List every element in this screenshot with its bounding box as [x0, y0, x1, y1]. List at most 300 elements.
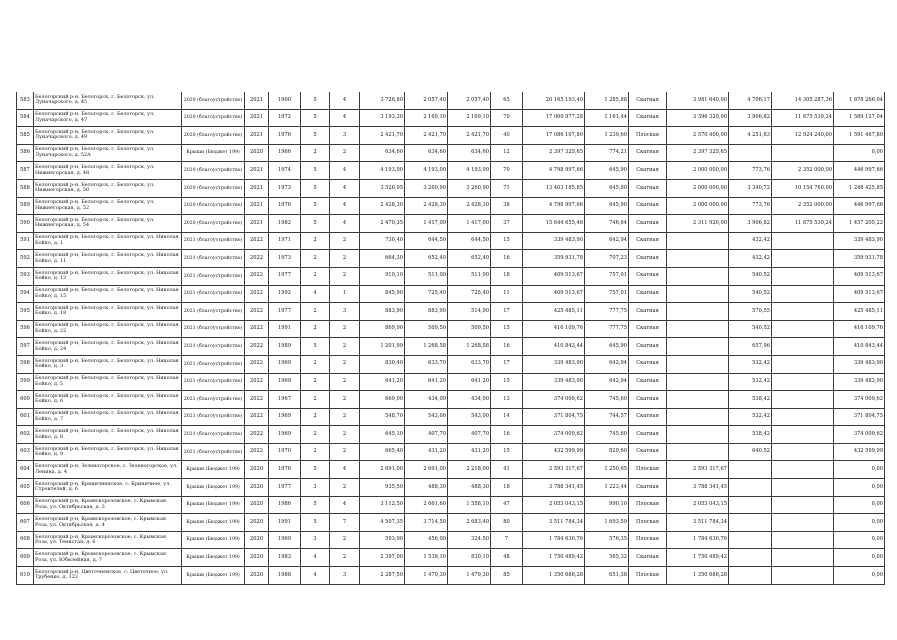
cell-row-number: 610 [17, 567, 34, 585]
cell-total-area: 845,90 [360, 285, 405, 303]
cell-row-number: 597 [17, 338, 34, 356]
cell-total-area: 883,90 [360, 303, 405, 321]
cell-roof-cost [667, 373, 729, 391]
cell-program: 2021 (благоустройство) [182, 250, 245, 268]
cell-facade-cost: 2 352 000,00 [772, 197, 834, 215]
cell-entrances: 2 [330, 531, 360, 549]
cell-program: 2020 (благоустройство) [182, 162, 245, 180]
cell-living-area: 883,90 [405, 303, 448, 321]
table-row [17, 479, 885, 497]
cell-living-area: 2 057,40 [405, 92, 448, 109]
cell-total-cost: 416 109,76 [523, 320, 585, 338]
cell-floors: 2 [301, 320, 330, 338]
cell-facade-unit-cost: 540,52 [729, 267, 772, 285]
cell-residential-area: 514,90 [448, 303, 491, 321]
cell-address: Белогорский р-н, Белогорск, г. Белогорск, ул. Николая Бойко, д. 15 [34, 285, 182, 303]
cell-row-number: 605 [17, 479, 34, 497]
cell-roof-cost: 1 784 630,76 [667, 531, 729, 549]
cell-unit-cost: 757,01 [585, 285, 629, 303]
cell-total-cost: 339 483,90 [523, 373, 585, 391]
cell-total-area: 910,10 [360, 267, 405, 285]
cell-roof-type: Плоская [629, 127, 667, 145]
cell-living-area: 2 169,10 [405, 109, 448, 127]
cell-residential-area: 3 260,90 [448, 179, 491, 197]
cell-row-number: 595 [17, 303, 34, 321]
cell-entrances: 2 [330, 408, 360, 426]
cell-facade-cost [772, 320, 834, 338]
cell-total-area: 634,60 [360, 144, 405, 162]
cell-total-area: 3 726,80 [360, 92, 405, 109]
cell-address: Белогорский р-н, Белогорск, г. Белогорск, ул. Николая Бойко, д. 1 [34, 232, 182, 250]
cell-unit-cost: 576,35 [585, 531, 629, 549]
cell-floors: 5 [301, 338, 330, 356]
cell-unit-cost: 1 693,59 [585, 514, 629, 532]
cell-facade-unit-cost: 538,42 [729, 426, 772, 444]
cell-roof-cost [667, 267, 729, 285]
cell-living-area: 2 691,00 [405, 461, 448, 479]
cell-row-number: 592 [17, 250, 34, 268]
cell-residential-area: 652,40 [448, 250, 491, 268]
cell-total-cost: 13 403 185,85 [523, 179, 585, 197]
cell-plan-year: 2022 [245, 373, 269, 391]
cell-living-area: 652,40 [405, 250, 448, 268]
cell-total-area: 2 397,00 [360, 549, 405, 567]
cell-address: Белогорский р-н, Белогорск, г. Белогорск, ул. Николая Бойко, д. 5 [34, 373, 182, 391]
cell-unit-cost: 1 239,60 [585, 127, 629, 145]
cell-address: Белогорский р-н, Белогорск, г. Белогорск, ул. Николая Бойко, д. 24 [34, 338, 182, 356]
cell-other-cost: 0,00 [834, 549, 885, 567]
cell-floors: 2 [301, 443, 330, 461]
cell-build-year: 1966 [269, 144, 301, 162]
cell-total-area: 2 421,70 [360, 127, 405, 145]
cell-program: 2021 (благоустройство) [182, 267, 245, 285]
cell-living-area: 4 193,00 [405, 162, 448, 180]
cell-total-area: 2 287,50 [360, 567, 405, 585]
cell-unit-cost: 645,90 [585, 197, 629, 215]
table-row [17, 531, 885, 549]
cell-program: 2021 (благоустройство) [182, 303, 245, 321]
cell-row-number: 603 [17, 443, 34, 461]
cell-roof-cost: 3 511 784,34 [667, 514, 729, 532]
cell-total-cost: 2 593 317,67 [523, 461, 585, 479]
cell-residential-area: 2 218,00 [448, 461, 491, 479]
cell-residential-area: 324,50 [448, 531, 491, 549]
cell-residential-area: 641,20 [448, 373, 491, 391]
cell-entrances: 2 [330, 232, 360, 250]
cell-facade-cost: 12 924 240,00 [772, 127, 834, 145]
cell-program: Крыши (Бюджет 199) [182, 531, 245, 549]
cell-plan-year: 2021 [245, 109, 269, 127]
table-row [17, 496, 885, 514]
cell-build-year: 1983 [269, 549, 301, 567]
cell-program: 2021 (благоустройство) [182, 426, 245, 444]
cell-unit-cost: 642,94 [585, 232, 629, 250]
cell-build-year: 1969 [269, 408, 301, 426]
cell-address: Белогорский р-н, Цветочненское, с. Цветочное, ул. Трубенко, д. 122 [34, 567, 182, 585]
cell-address: Белогорский р-н, Белогорск, г. Белогорск, ул. Николая Бойко, д. 9 [34, 443, 182, 461]
cell-plan-year: 2022 [245, 355, 269, 373]
cell-residents: 15 [491, 373, 523, 391]
cell-entrances: 2 [330, 391, 360, 409]
cell-other-cost: 0,00 [834, 514, 885, 532]
cell-address: Белогорский р-н, Белогорск, г. Белогорск, ул. Луначарского, д. 49 [34, 127, 182, 145]
cell-roof-type: Скатная [629, 320, 667, 338]
cell-plan-year: 2020 [245, 479, 269, 497]
cell-program: 2021 (благоустройство) [182, 232, 245, 250]
register-table-wrapper [16, 92, 884, 585]
cell-other-cost: 1 878 266,04 [834, 92, 885, 109]
cell-address: Белогорский р-н, Крымскорозовское, с. Крымская Роза, ул. Юбилейная, д. 7 [34, 549, 182, 567]
table-row [17, 461, 885, 479]
cell-unit-cost: 829,60 [585, 443, 629, 461]
cell-total-area: 4 507,35 [360, 514, 405, 532]
cell-total-cost: 432 599,99 [523, 443, 585, 461]
cell-facade-unit-cost: 432,42 [729, 250, 772, 268]
cell-facade-unit-cost [729, 496, 772, 514]
cell-residential-area: 830,10 [448, 549, 491, 567]
cell-entrances: 4 [330, 109, 360, 127]
cell-total-cost: 1 750 489,42 [523, 549, 585, 567]
cell-address: Белогорский р-н, Крымскорозовское, с. Крымская Роза, ул. Октябрьская, д. 4 [34, 514, 182, 532]
cell-roof-type: Скатная [629, 250, 667, 268]
cell-entrances: 4 [330, 197, 360, 215]
cell-floors: 5 [301, 162, 330, 180]
cell-plan-year: 2022 [245, 338, 269, 356]
cell-facade-unit-cost [729, 531, 772, 549]
table-row [17, 391, 885, 409]
cell-facade-unit-cost: 532,42 [729, 373, 772, 391]
table-row [17, 443, 885, 461]
cell-build-year: 1976 [269, 197, 301, 215]
cell-roof-cost: 2 000 000,00 [667, 197, 729, 215]
cell-residential-area: 644,50 [448, 232, 491, 250]
table-row [17, 320, 885, 338]
cell-roof-type: Скатная [629, 426, 667, 444]
cell-residential-area: 2 428,30 [448, 197, 491, 215]
table-row [17, 232, 885, 250]
cell-living-area: 1 479,30 [405, 567, 448, 585]
table-row [17, 408, 885, 426]
cell-other-cost: 1 591 467,80 [834, 127, 885, 145]
cell-facade-unit-cost: 640,52 [729, 443, 772, 461]
cell-other-cost: 0,00 [834, 496, 885, 514]
cell-plan-year: 2021 [245, 197, 269, 215]
cell-address: Белогорский р-н, Белогорск, г. Белогорск, ул. Николая Бойко, д. 3 [34, 355, 182, 373]
cell-entrances: 2 [330, 443, 360, 461]
cell-program: Крыши (Бюджет 199) [182, 549, 245, 567]
cell-roof-type: Скатная [629, 408, 667, 426]
cell-unit-cost: 707,23 [585, 250, 629, 268]
cell-residents: 40 [491, 127, 523, 145]
cell-residents: 70 [491, 162, 523, 180]
register-table [16, 92, 885, 585]
cell-floors: 5 [301, 215, 330, 233]
cell-roof-cost: 1 350 686,28 [667, 567, 729, 585]
cell-entrances: 1 [330, 285, 360, 303]
cell-other-cost: 409 513,67 [834, 267, 885, 285]
cell-other-cost: 1 248 425,85 [834, 179, 885, 197]
cell-address: Белогорский р-н, Белогорск, г. Белогорск, ул. Луначарского, д. 45 [34, 92, 182, 109]
cell-program: Крыши (Бюджет 199) [182, 567, 245, 585]
cell-other-cost: 425 485,11 [834, 303, 885, 321]
cell-program: Крыши (Бюджет 199) [182, 144, 245, 162]
cell-facade-unit-cost: 538,42 [729, 391, 772, 409]
cell-facade-cost [772, 285, 834, 303]
table-row [17, 197, 885, 215]
cell-row-number: 598 [17, 355, 34, 373]
cell-program: Крыши (Бюджет 199) [182, 514, 245, 532]
cell-residential-area: 2 683,40 [448, 514, 491, 532]
cell-living-area: 1 268,58 [405, 338, 448, 356]
cell-residents: 65 [491, 92, 523, 109]
cell-build-year: 1969 [269, 531, 301, 549]
cell-roof-type: Скатная [629, 549, 667, 567]
cell-build-year: 1969 [269, 355, 301, 373]
cell-facade-cost: 11 875 530,24 [772, 109, 834, 127]
cell-residential-area: 2 169,10 [448, 109, 491, 127]
cell-roof-cost [667, 303, 729, 321]
cell-floors: 5 [301, 109, 330, 127]
table-row [17, 338, 885, 356]
cell-other-cost: 0,00 [834, 567, 885, 585]
cell-unit-cost: 990,10 [585, 496, 629, 514]
cell-unit-cost: 746,64 [585, 215, 629, 233]
cell-row-number: 607 [17, 514, 34, 532]
cell-address: Белогорский р-н, Крымскорозовское, с. Крымская Роза, ул. Октябрьская, д. 3 [34, 496, 182, 514]
cell-total-cost: 3 788 341,45 [523, 479, 585, 497]
cell-program: 2020 (благоустройство) [182, 197, 245, 215]
cell-entrances: 2 [330, 479, 360, 497]
table-row [17, 549, 885, 567]
cell-build-year: 1992 [269, 285, 301, 303]
cell-unit-cost: 1 285,88 [585, 92, 629, 109]
cell-facade-unit-cost: 432,42 [729, 232, 772, 250]
cell-entrances: 4 [330, 215, 360, 233]
cell-facade-cost [772, 408, 834, 426]
cell-facade-cost: 14 305 287,36 [772, 92, 834, 109]
cell-residents: 71 [491, 179, 523, 197]
cell-plan-year: 2022 [245, 408, 269, 426]
cell-floors: 3 [301, 531, 330, 549]
cell-roof-type: Скатная [629, 144, 667, 162]
cell-unit-cost: 777,75 [585, 303, 629, 321]
cell-living-area: 2 421,70 [405, 127, 448, 145]
cell-residential-area: 434,00 [448, 391, 491, 409]
cell-address: Белогорский р-н, Белогорск, г. Белогорск, ул. Нижнегорская, д. 52 [34, 197, 182, 215]
cell-facade-cost [772, 232, 834, 250]
cell-total-cost: 410 843,44 [523, 338, 585, 356]
cell-plan-year: 2020 [245, 496, 269, 514]
cell-entrances: 2 [330, 267, 360, 285]
cell-living-area: 509,50 [405, 320, 448, 338]
cell-roof-cost: 2 570 400,00 [667, 127, 729, 145]
cell-floors: 5 [301, 514, 330, 532]
cell-roof-cost: 3 788 341,45 [667, 479, 729, 497]
cell-plan-year: 2021 [245, 127, 269, 145]
table-row [17, 127, 885, 145]
cell-build-year: 1977 [269, 303, 301, 321]
cell-total-cost: 17 060 977,28 [523, 109, 585, 127]
cell-facade-unit-cost: 4 706,17 [729, 92, 772, 109]
cell-unit-cost: 1 161,44 [585, 109, 629, 127]
cell-residential-area: 725,40 [448, 285, 491, 303]
cell-facade-unit-cost: 532,42 [729, 355, 772, 373]
cell-facade-cost [772, 461, 834, 479]
cell-build-year: 1973 [269, 250, 301, 268]
cell-entrances: 2 [330, 338, 360, 356]
cell-row-number: 590 [17, 215, 34, 233]
cell-plan-year: 2020 [245, 531, 269, 549]
cell-residents: 15 [491, 320, 523, 338]
cell-facade-unit-cost: 3 906,82 [729, 215, 772, 233]
cell-unit-cost: 777,75 [585, 320, 629, 338]
cell-living-area: 725,40 [405, 285, 448, 303]
cell-residents: 18 [491, 479, 523, 497]
cell-residential-area: 634,60 [448, 144, 491, 162]
cell-other-cost: 432 599,99 [834, 443, 885, 461]
cell-plan-year: 2021 [245, 179, 269, 197]
cell-roof-type: Скатная [629, 232, 667, 250]
cell-build-year: 1991 [269, 320, 301, 338]
cell-residents: 17 [491, 303, 523, 321]
cell-residents: 14 [491, 408, 523, 426]
cell-facade-cost: 2 352 000,00 [772, 162, 834, 180]
cell-plan-year: 2021 [245, 92, 269, 109]
cell-other-cost: 1 457 205,22 [834, 215, 885, 233]
cell-total-area: 2 428,30 [360, 197, 405, 215]
cell-row-number: 587 [17, 162, 34, 180]
cell-facade-cost [772, 479, 834, 497]
cell-build-year: 1986 [269, 496, 301, 514]
cell-other-cost: 374 009,62 [834, 391, 885, 409]
cell-plan-year: 2022 [245, 285, 269, 303]
cell-total-area: 645,10 [360, 426, 405, 444]
cell-residential-area: 488,30 [448, 479, 491, 497]
cell-program: 2020 (благоустройство) [182, 109, 245, 127]
cell-plan-year: 2022 [245, 232, 269, 250]
cell-unit-cost: 745,60 [585, 426, 629, 444]
cell-living-area: 644,50 [405, 232, 448, 250]
cell-entrances: 2 [330, 373, 360, 391]
cell-facade-cost [772, 391, 834, 409]
cell-living-area: 2 428,30 [405, 197, 448, 215]
cell-total-cost: 371 804,75 [523, 408, 585, 426]
cell-total-area: 665,40 [360, 443, 405, 461]
cell-residents: 15 [491, 443, 523, 461]
cell-residential-area: 511,00 [448, 267, 491, 285]
cell-other-cost: 0,00 [834, 461, 885, 479]
cell-residential-area: 407,70 [448, 426, 491, 444]
cell-roof-type: Скатная [629, 162, 667, 180]
cell-entrances: 4 [330, 162, 360, 180]
cell-entrances: 2 [330, 549, 360, 567]
table-row [17, 144, 885, 162]
cell-roof-type: Скатная [629, 373, 667, 391]
cell-roof-type: Скатная [629, 215, 667, 233]
cell-row-number: 585 [17, 127, 34, 145]
table-row [17, 426, 885, 444]
cell-total-area: 730,40 [360, 232, 405, 250]
cell-total-cost: 359 931,78 [523, 250, 585, 268]
cell-program: 2021 (благоустройство) [182, 320, 245, 338]
cell-residents: 48 [491, 549, 523, 567]
cell-address: Белогорский р-н, Белогорск, г. Белогорск, ул. Николая Бойко, д. 22 [34, 320, 182, 338]
cell-roof-type: Скатная [629, 267, 667, 285]
cell-roof-type: Плоская [629, 461, 667, 479]
cell-unit-cost: 565,32 [585, 549, 629, 567]
cell-program: 2021 (благоустройство) [182, 338, 245, 356]
cell-residents: 18 [491, 267, 523, 285]
cell-entrances: 3 [330, 567, 360, 585]
cell-row-number: 584 [17, 109, 34, 127]
cell-unit-cost: 645,90 [585, 338, 629, 356]
cell-row-number: 593 [17, 267, 34, 285]
cell-roof-cost [667, 250, 729, 268]
cell-floors: 2 [301, 267, 330, 285]
cell-living-area: 543,00 [405, 408, 448, 426]
cell-address: Белогорский р-н, Криничненское, с. Криничное, ул. Строителей, д. 6 [34, 479, 182, 497]
cell-entrances: 2 [330, 250, 360, 268]
cell-build-year: 1970 [269, 443, 301, 461]
table-row [17, 355, 885, 373]
cell-roof-cost: 2 397 325,65 [667, 144, 729, 162]
cell-total-area: 2 470,35 [360, 215, 405, 233]
cell-facade-cost [772, 531, 834, 549]
cell-residential-area: 1 417,00 [448, 215, 491, 233]
cell-residential-area: 431,20 [448, 443, 491, 461]
cell-total-cost: 339 483,90 [523, 355, 585, 373]
cell-total-cost: 1 784 630,76 [523, 531, 585, 549]
cell-plan-year: 2021 [245, 215, 269, 233]
cell-floors: 2 [301, 144, 330, 162]
cell-floors: 2 [301, 391, 330, 409]
cell-address: Белогорский р-н, Белогорск, г. Белогорск, ул. Луначарского, д. 52А [34, 144, 182, 162]
cell-residential-area: 509,50 [448, 320, 491, 338]
cell-facade-unit-cost: 773,76 [729, 162, 772, 180]
table-row [17, 285, 885, 303]
cell-living-area: 1 417,00 [405, 215, 448, 233]
cell-total-area: 669,00 [360, 391, 405, 409]
cell-total-cost: 374 009,62 [523, 426, 585, 444]
cell-residential-area: 543,00 [448, 408, 491, 426]
cell-other-cost: 339 483,90 [834, 232, 885, 250]
cell-facade-unit-cost: 4 251,83 [729, 127, 772, 145]
cell-row-number: 601 [17, 408, 34, 426]
cell-other-cost: 416 109,76 [834, 320, 885, 338]
cell-floors: 2 [301, 303, 330, 321]
cell-floors: 5 [301, 496, 330, 514]
cell-facade-unit-cost [729, 144, 772, 162]
cell-program: 2021 (благоустройство) [182, 285, 245, 303]
cell-facade-cost [772, 426, 834, 444]
cell-total-area: 548,70 [360, 408, 405, 426]
cell-roof-cost [667, 285, 729, 303]
cell-roof-cost: 2 311 920,00 [667, 215, 729, 233]
cell-facade-cost [772, 496, 834, 514]
cell-roof-type: Плоская [629, 531, 667, 549]
cell-roof-type: Плоская [629, 514, 667, 532]
cell-facade-cost: 11 875 530,24 [772, 215, 834, 233]
cell-build-year: 1967 [269, 391, 301, 409]
cell-program: 2021 (благоустройство) [182, 443, 245, 461]
cell-floors: 2 [301, 373, 330, 391]
cell-unit-cost: 745,60 [585, 391, 629, 409]
cell-facade-cost [772, 373, 834, 391]
cell-total-cost: 2 397 325,65 [523, 144, 585, 162]
cell-total-cost: 409 513,67 [523, 267, 585, 285]
cell-roof-cost [667, 426, 729, 444]
cell-roof-cost: 2 000 000,00 [667, 162, 729, 180]
